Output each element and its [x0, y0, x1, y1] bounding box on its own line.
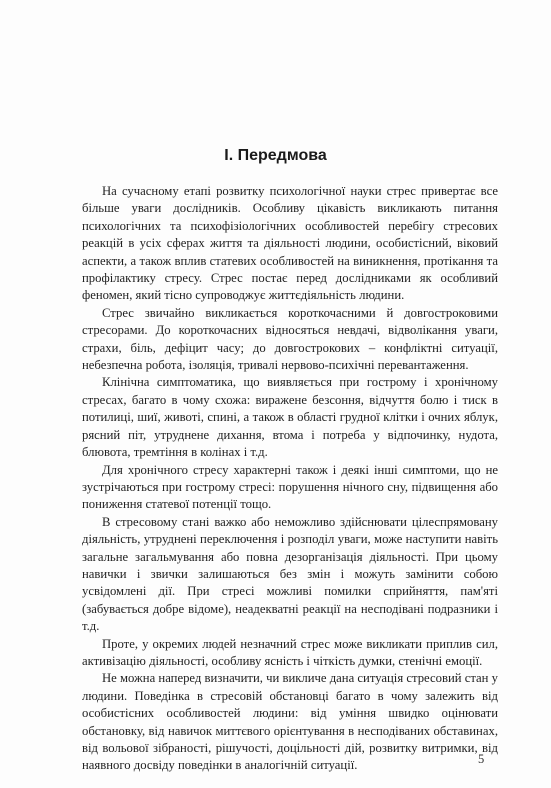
- section-title: І. Передмова: [224, 147, 327, 164]
- body-text: [82, 183, 498, 775]
- paragraph-stressors: Стрес звичайно викликається короткочасними й довгостроковими стресорами. До короткочасних відносяться невдачі, відволікання уваги, страхи, біль, дефіцит часу; до довгострокових – конфліктні ситуації, небезпечна робота, ізоляція, тривалі нервово-психічні перевантаження.: [82, 305, 498, 373]
- paragraph-positive: Проте, у окремих людей незначний стрес може викликати приплив сил, активізацію діяльності, особливу ясність і чіткість думки, стенічні емоції.: [82, 636, 498, 668]
- paragraph-intro: На сучасному етапі розвитку психологічної науки стрес привертає все більше уваги дослідників. Особливу цікавість викликають питання психологічних та психофізіологічних особливостей перебігу стресових реакцій в усіх сферах життя та діяльності людини, особистісний, віковий аспекти, а також вплив статевих особливостей на виникнення, протікання та профілактику стресу. Стрес постає перед дослідниками як особливий феномен, який тісно супроводжує життєдіяльність людини.: [82, 184, 498, 303]
- paragraph-chronic: Для хронічного стресу характерні також і деякі інші симптоми, що не зустрічаються при гострому стресі: порушення нічного сну, підвищення або пониження статевої потенції тощо.: [82, 462, 498, 512]
- paragraph-symptoms: Клінічна симптоматика, що виявляється при гострому і хронічному стресах, багато в чому схожа: виражене безсоння, відчуття болю і тиск в потилиці, шиї, животі, спині, а також в області грудної клітки і очних яблук, рясний піт, утруднене дихання, втома і потреба у відпочинку, нудота, блювота, тремтіння в колінах і т.д.: [82, 375, 498, 460]
- page-number: 5: [478, 752, 485, 766]
- paragraph-behavior: Не можна наперед визначити, чи викличе дана ситуація стресовий стан у людини. Поведінка в стресовій обстановці багато в чому залежить від особистісних особливостей людини: від уміння швидко оцінювати обстановку, від навичок миттєвого орієнтування в несподіваних обставинах, від вольової зібраності, рішучості, доцільності дій, розвитку витримки, від наявного досвіду поведінки в аналогічній ситуації.: [82, 671, 498, 773]
- paragraph-activity: В стресовому стані важко або неможливо здійснювати цілеспрямовану діяльність, утруднені переключення і розподіл уваги, може наступити навіть загальне загальмування або повна дезорганізація діяльності. При цьому навички і звички залишаються без змін і можуть замінити собою усвідомлені дії. При стресі можливі помилки сприйняття, пам'яті (забувається добре відоме), неадекватні реакції на несподівані подразники і т.д.: [82, 514, 498, 634]
